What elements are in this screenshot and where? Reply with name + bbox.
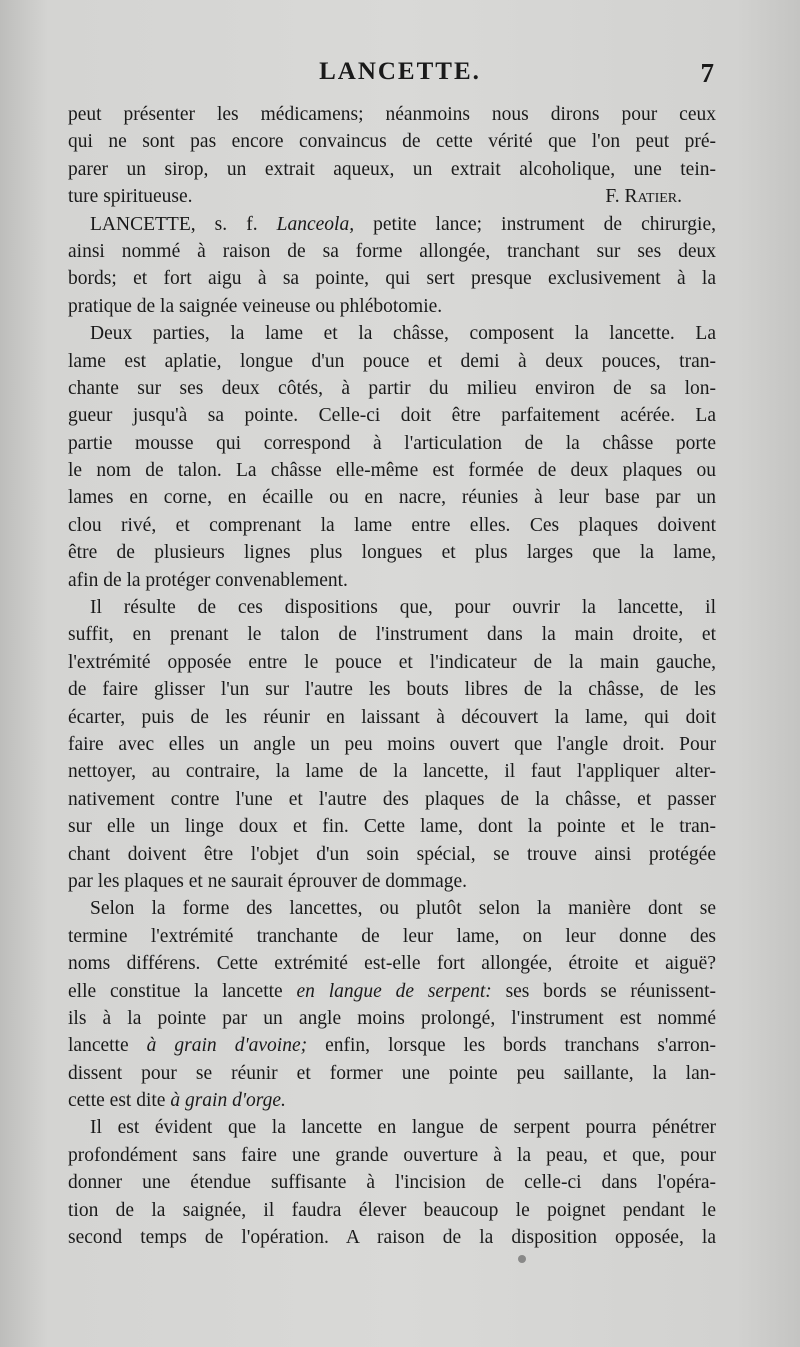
text-fragment: elle constitue la lancette — [68, 980, 297, 1002]
text-line: nativement contre l'une et l'autre des plaques de la châsse, et passer — [68, 788, 716, 810]
text-line: Selon la forme des lancettes, ou plutôt selon la manière dont se — [90, 898, 716, 920]
running-title: LANCETTE. — [319, 58, 481, 85]
text-line — [68, 1087, 716, 1114]
text-line: termine l'extrémité tranchante de leur lame, on leur donne des — [68, 925, 716, 947]
text-line: Il est évident que la lancette en langue de serpent pourra pénétrer — [90, 1117, 716, 1139]
text-line: bords; et fort aigu à sa pointe, qui sert presque exclusivement à la — [68, 268, 716, 290]
text-line: noms différens. Cette extrémité est-elle fort allongée, étroite et aiguë? — [68, 953, 716, 975]
text-line: par les plaques et ne saurait éprouver de dommage. — [68, 870, 468, 892]
text-line: chante sur ses deux côtés, à partir du milieu environ de sa lon- — [68, 377, 716, 399]
italic-term: à grain d'orge. — [170, 1090, 286, 1112]
text-line: peut présenter les médicamens; néanmoins nous dirons pour ceux — [68, 104, 716, 125]
text-line: afin de la protéger convenablement. — [68, 569, 348, 591]
text-line: donner une étendue suffisante à l'incision de celle-ci dans l'opéra- — [68, 1172, 716, 1194]
entry-headword: LANCETTE, — [90, 213, 196, 235]
signature-line — [68, 183, 716, 210]
text-line — [68, 978, 716, 1005]
text-fragment: ture spiritueuse. — [68, 186, 193, 208]
ink-blot — [518, 1255, 526, 1263]
text-line: être de plusieurs lignes plus longues et plus larges que la lame, — [68, 542, 716, 564]
body-text — [68, 101, 716, 1251]
text-line: Deux parties, la lame et la châsse, composent la lancette. La — [90, 323, 716, 345]
text-line: de faire glisser l'un sur l'autre les bouts libres de la châsse, de les — [68, 679, 716, 701]
text-fragment: ses bords se réunissent- — [491, 980, 716, 1002]
text-line: gueur jusqu'à sa pointe. Celle-ci doit être parfaitement acérée. La — [68, 405, 716, 427]
text-line: second temps de l'opération. A raison de la disposition opposée, la — [68, 1227, 716, 1249]
text-fragment: enfin, lorsque les bords tranchans s'arron- — [307, 1035, 716, 1057]
text-line: parer un sirop, un extrait aqueux, un extrait alcoholique, une tein- — [68, 158, 716, 180]
text-fragment: cette est dite — [68, 1090, 171, 1112]
text-line: écarter, puis de les réunir en laissant à découvert la lame, qui doit — [68, 706, 716, 728]
text-line: partie mousse qui correspond à l'articulation de la châsse porte — [68, 432, 716, 454]
latin-term: Lanceola, — [276, 213, 355, 235]
text-line: faire avec elles un angle un peu moins ouvert que l'angle droit. Pour — [68, 733, 716, 755]
italic-term: à grain d'avoine; — [146, 1035, 308, 1057]
text-line: suffit, en prenant le talon de l'instrument dans la main droite, et — [68, 624, 716, 646]
grammar-label: s. f. — [195, 213, 277, 235]
text-line — [68, 1032, 716, 1059]
text-line: lame est aplatie, longue d'un pouce et demi à deux pouces, tran- — [68, 350, 716, 372]
text-line: ils à la pointe par un angle moins prolongé, l'instrument est nommé — [68, 1007, 716, 1029]
italic-term: en langue de serpent: — [296, 980, 492, 1002]
text-line: tion de la saignée, il faudra élever beaucoup le poignet pendant le — [68, 1199, 716, 1221]
text-fragment: petite lance; instrument de chirurgie, — [354, 213, 716, 235]
text-line: dissent pour se réunir et former une pointe peu saillante, la lan- — [68, 1062, 716, 1084]
text-line: qui ne sont pas encore convaincus de cette vérité que l'on peut pré- — [68, 131, 716, 153]
text-line: le nom de talon. La châsse elle-même est formée de deux plaques ou — [68, 460, 716, 482]
page-number: 7 — [700, 58, 714, 88]
text-line: clou rivé, et comprenant la lame entre elles. Ces plaques doivent — [68, 514, 716, 536]
author-signature: F. Ratier. — [605, 186, 682, 208]
text-line: ainsi nommé à raison de sa forme allongée, tranchant sur ses deux — [68, 240, 716, 262]
text-line: lames en corne, en écaille ou en nacre, réunies à leur base par un — [68, 487, 716, 509]
text-fragment: lancette — [68, 1035, 147, 1057]
page-header — [0, 58, 800, 98]
text-line: pratique de la saignée veineuse ou phlébotomie. — [68, 295, 443, 317]
text-line: Il résulte de ces dispositions que, pour ouvrir la lancette, il — [90, 597, 716, 619]
text-line: chant doivent être l'objet d'un soin spécial, se trouve ainsi protégée — [68, 843, 716, 865]
text-line: sur elle un linge doux et fin. Cette lame, dont la pointe et le tran- — [68, 816, 716, 838]
text-line: l'extrémité opposée entre le pouce et l'indicateur de la main gauche, — [68, 651, 716, 673]
entry-headline — [68, 211, 716, 238]
text-line: nettoyer, au contraire, la lame de la lancette, il faut l'appliquer alter- — [68, 761, 716, 783]
text-line: profondément sans faire une grande ouverture à la peau, et que, pour — [68, 1144, 716, 1166]
